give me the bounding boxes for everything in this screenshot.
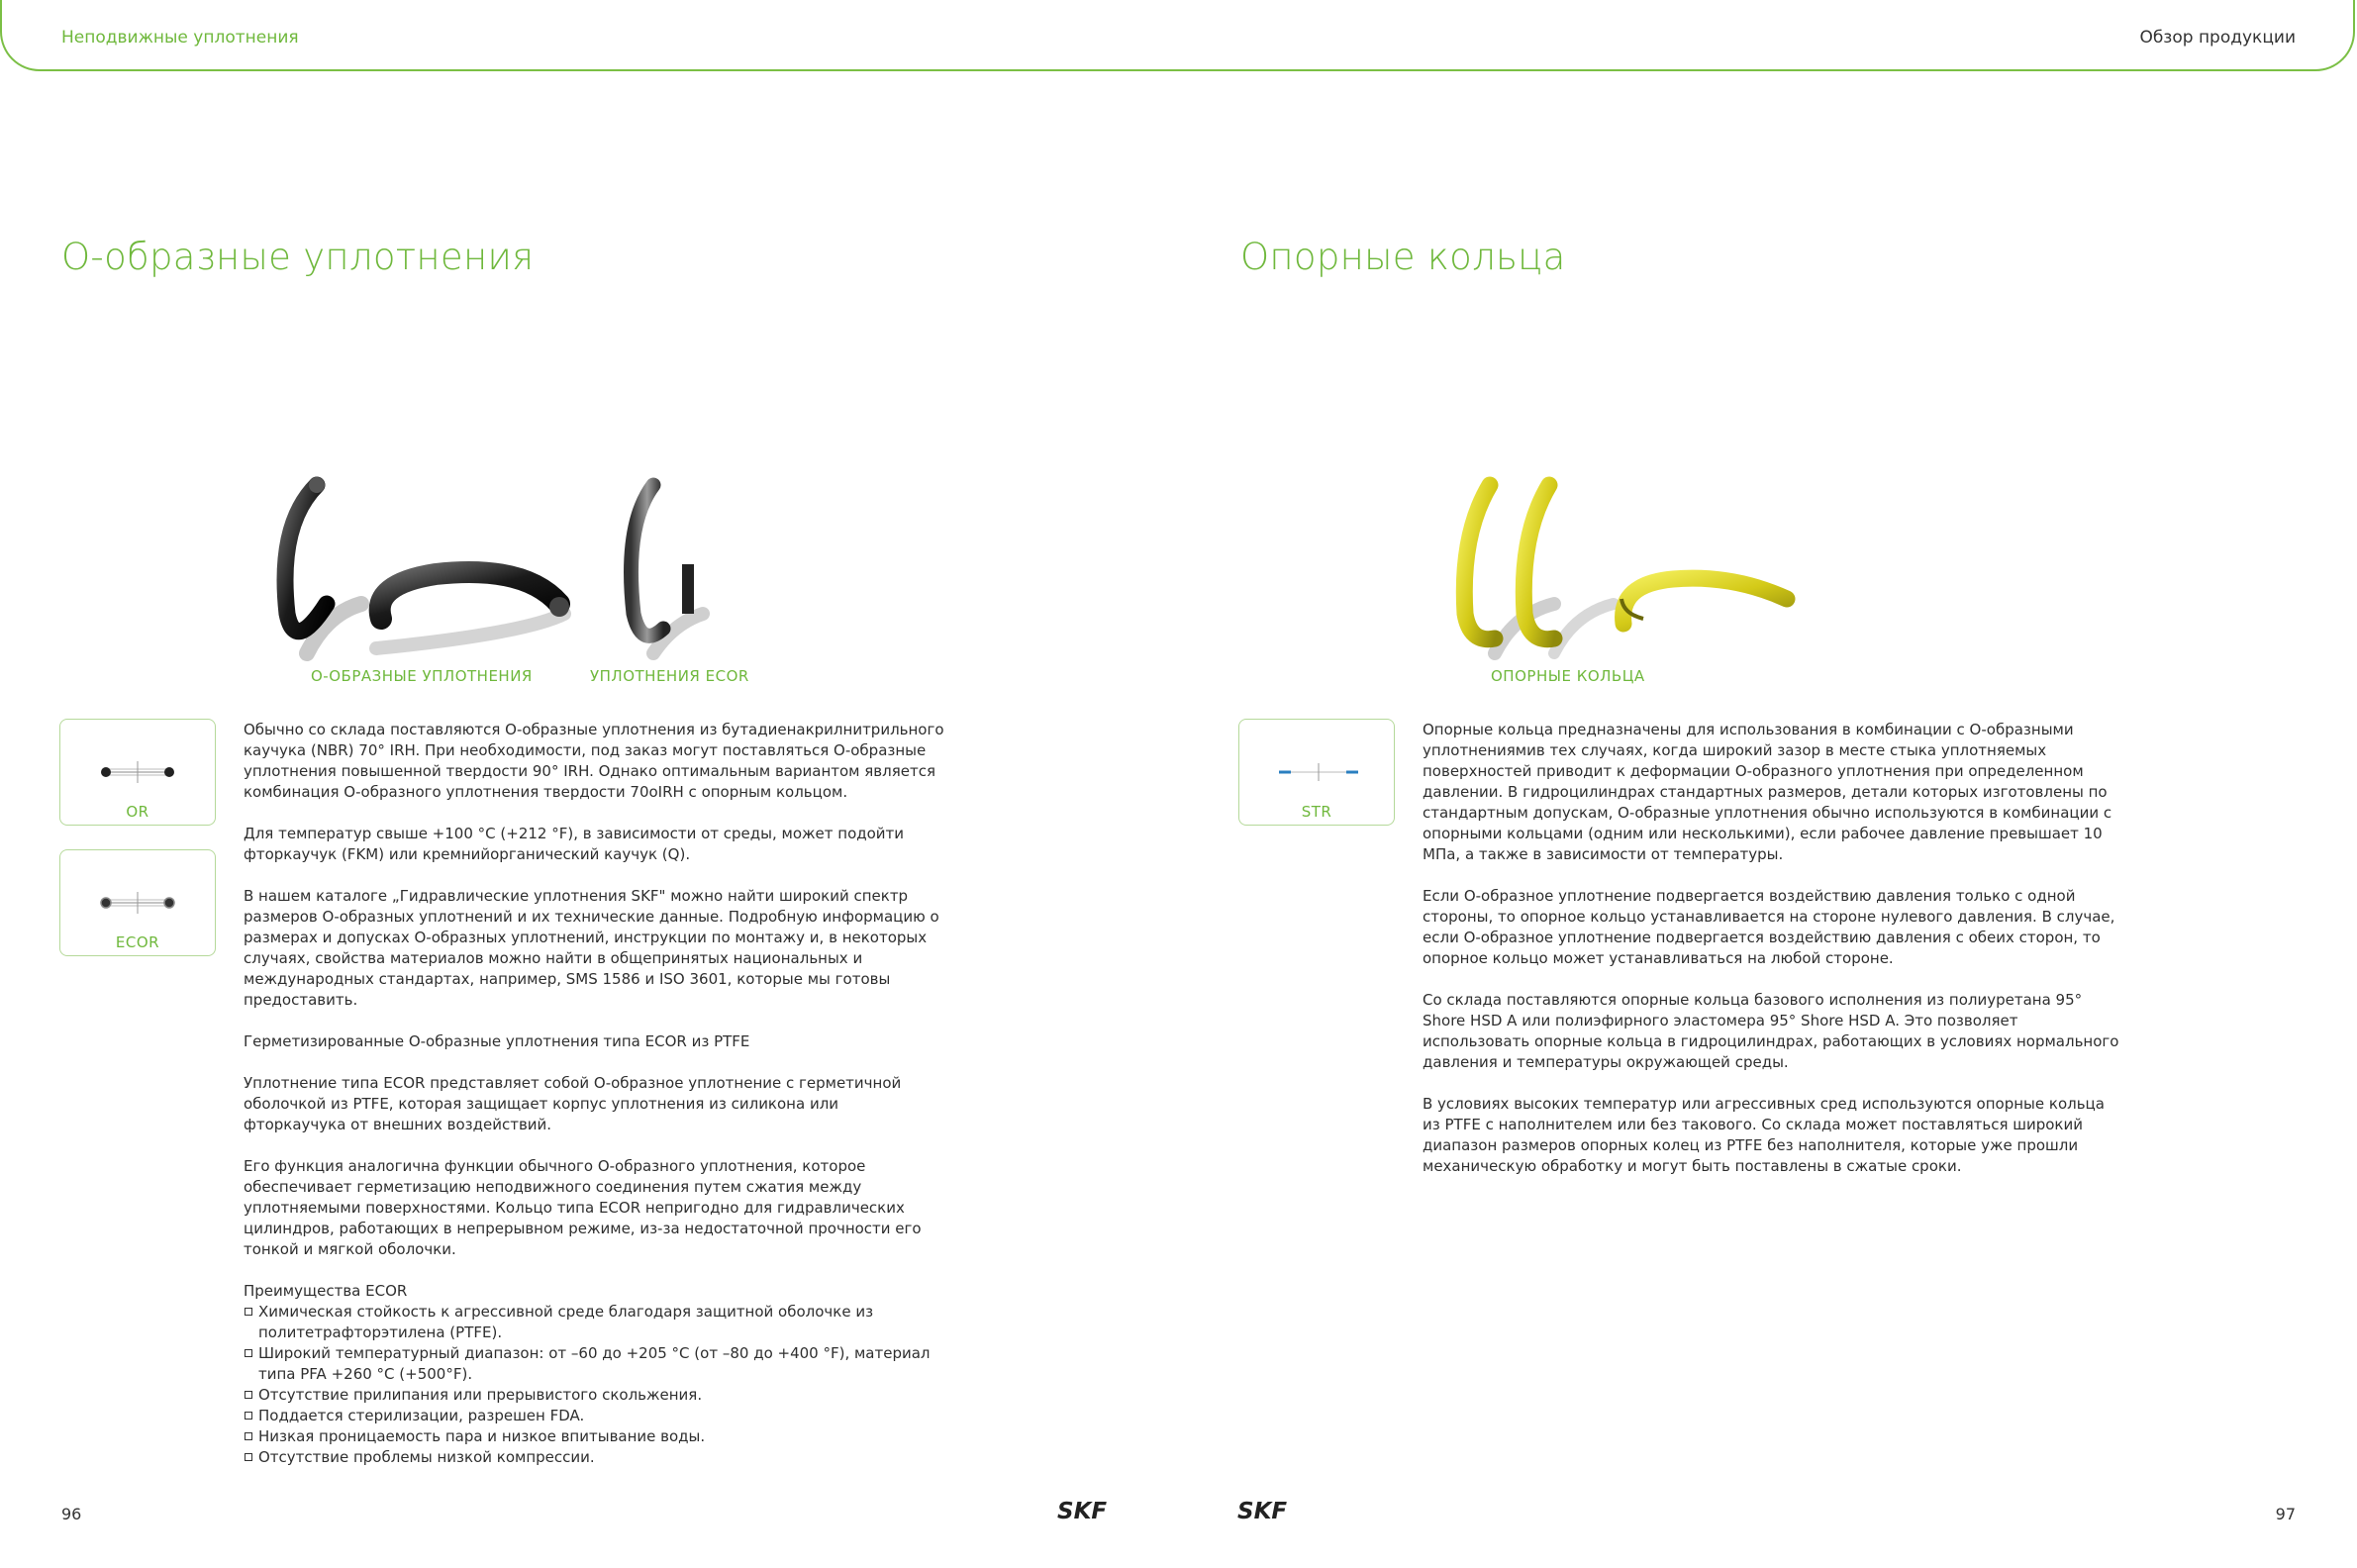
paragraph: Опорные кольца предназначены для использования в комбинации с О-образными уплотнениямив тех случаях, когда широкий зазор в месте стыка уплотняемых поверхностей приводит к деформации О-образного уплотнения при определенном давлении. В гидроцилиндрах стандартных размеров, детали которых изготовлены по стандартным допускам, О-образные уплотнения обычно используются в комбинации с опорными кольцами (одним или несколькими), если рабочее давление превышает 10 МПа, а также в зависимости от температуры. (1423, 721, 2112, 863)
list-item: Поддается стерилизации, разрешен FDA. (244, 1406, 944, 1426)
o-ring-section-arc (380, 572, 559, 619)
paragraph: Его функция аналогична функции обычного О-образного уплотнения, которое обеспечивает герметизацию неподвижного соединения путем сжатия между уплотняемыми поверхностями. Кольцо типа ECOR непригодно для гидравлических цилиндров, работающих в непрерывном режиме, из-за недостаточной прочности его тонкой и мягкой оболочки. (244, 1157, 922, 1258)
paragraph: Обычно со склада поставляются О-образные уплотнения из бутадиенакрилнитрильного каучука (NBR) 70° IRH. При необходимости, под заказ могут поставляться О-образные уплотнения повышенной твердости 90° IRH. Однако оптимальным вариантом является комбинация О-образного уплотнения твердости 70oIRH с опорным кольцом. (244, 721, 944, 801)
backup-ring-caption: ОПОРНЫЕ КОЛЬЦА (1491, 667, 1645, 685)
paragraph: Со склада поставляются опорные кольца базового исполнения из полиуретана 95° Shore HSD A или полиэфирного эластомера 95° Shore HSD A. Это позволяет использовать опорные кольца в гидроцилиндрах, работающих в условиях нормального давления и температуры окружающей среды. (1423, 991, 2119, 1071)
profile-box-str (1238, 719, 1395, 826)
paragraph: Уплотнение типа ECOR представляет собой О-образное уплотнение с герметичной оболочкой из PTFE, которая защищает корпус уплотнения из силикона или фторкаучука от внешних воздействий. (244, 1074, 902, 1133)
header-rule (0, 0, 2355, 71)
ecor-profile-label: ECOR (115, 933, 160, 951)
page-number-right: 97 (2275, 1505, 2296, 1523)
o-ring-title: О-образные уплотнения (61, 236, 535, 278)
list-item: Химическая стойкость к агрессивной среде благодаря защитной оболочке из политетрафторэтилена (PTFE). (244, 1302, 944, 1343)
o-ring-cross-section (549, 597, 569, 617)
paragraph: Для температур свыше +100 °C (+212 °F), в зависимости от среды, может подойти фторкаучук (FKM) или кремнийорганический каучук (Q). (244, 825, 905, 863)
paragraph: В условиях высоких температур или агрессивных сред используются опорные кольца из PTFE с наполнителем или без такового. Со склада может поставляться широкий диапазон размеров опорных колец из PTFE без наполнителя, которые уже прошли механическую обработку и могут быть поставлены в сжатые сроки. (1423, 1095, 2105, 1175)
chapter-title: Обзор продукции (2139, 28, 2296, 48)
paragraph: В нашем каталоге „Гидравлические уплотнения SKF" можно найти широкий спектр размеров О-образных уплотнений и их технические данные. Подробную информацию о размерах и допусках О-образных уплотнений, инструкции по монтажу и, в некоторых случаях, свойства материалов можно найти в общепринятых национальных и международных стандартах, например, SMS 1586 и ISO 3601, которые мы готовы предоставить. (244, 887, 939, 1009)
paragraph: Герметизированные О-образные уплотнения типа ECOR из PTFE (244, 1032, 750, 1050)
paragraph: Если О-образное уплотнение подвергается воздействию давления только с одной стороны, то опорное кольцо устанавливается на стороне нулевого давления. В случае, если О-образное уплотнение подвергается воздействию давления с обеих сторон, то опорное кольцо может устанавливаться на любой стороне. (1423, 887, 2115, 967)
ecor-section (632, 485, 664, 636)
profile-box-ecor (59, 849, 216, 956)
list-item: Отсутствие проблемы низкой компрессии. (244, 1447, 944, 1468)
backup-ring-title: Опорные кольца (1240, 236, 1566, 278)
advantages-title: Преимущества ECOR (244, 1282, 408, 1300)
or-profile-label: OR (126, 803, 149, 821)
backup-ring-body (1423, 720, 2123, 1198)
o-ring-section-vertical (285, 485, 327, 632)
backup-ring-section (1464, 485, 1495, 639)
list-item: Низкая проницаемость пара и низкое впитывание воды. (244, 1426, 944, 1447)
skf-logo-left: SKF (1057, 1499, 1108, 1524)
advantages-list (244, 1302, 944, 1468)
section-title: Неподвижные уплотнения (61, 28, 299, 48)
list-item: Отсутствие прилипания или прерывистого скольжения. (244, 1385, 944, 1406)
backup-ring-arc (1623, 578, 1787, 624)
page-number-left: 96 (61, 1505, 82, 1523)
o-ring-body (244, 720, 944, 1468)
o-ring-caption: О-ОБРАЗНЫЕ УПЛОТНЕНИЯ (311, 667, 533, 685)
skf-logo-right: SKF (1237, 1499, 1288, 1524)
str-profile-label: STR (1301, 803, 1332, 821)
backup-ring-shadow (1554, 604, 1614, 653)
ecor-caption: УПЛОТНЕНИЯ ECOR (590, 667, 749, 685)
profile-box-or (59, 719, 216, 826)
o-ring-cross-section (309, 477, 325, 493)
backup-ring-images (1445, 475, 1802, 663)
o-ring-images (267, 465, 733, 663)
o-ring-shadow (376, 614, 564, 648)
list-item: Широкий температурный диапазон: от –60 до +205 °C (от –80 до +400 °F), материал типа PFA +260 °C (+500°F). (244, 1343, 944, 1385)
